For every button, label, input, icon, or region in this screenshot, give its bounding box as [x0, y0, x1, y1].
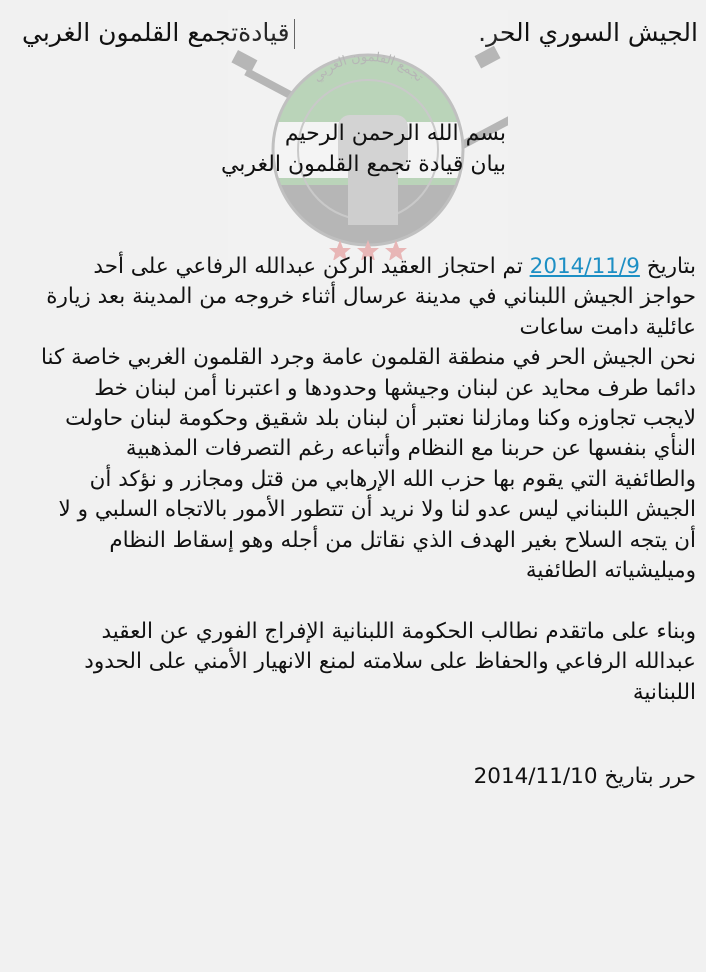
signature-label: حرر بتاريخ	[604, 764, 696, 789]
signature-date: 2014/11/10	[473, 764, 598, 789]
basmala: بسم الله الرحمن الرحيم	[284, 121, 506, 146]
emblem-arc-text: تجمع القلمون الغربي	[310, 49, 427, 86]
header-command-label: قيادةتجمع القلمون الغربي	[22, 18, 290, 47]
statement-body	[40, 252, 696, 708]
date-link[interactable]: 2014/11/9	[529, 254, 640, 279]
signature-line	[474, 762, 696, 792]
statement-title: بيان قيادة تجمع القلمون الغربي	[220, 152, 506, 177]
body-paragraphs: تم احتجاز العقيد الركن عبدالله الرفاعي على أحد حواجز الجيش اللبناني في مدينة عرسال أثناء خروجه من المدينة بعد زيارة عائلية دامت ساعات نحن الجيش الحر في منطقة القلمون عامة وجرد القلمون الغربي خاصة كنا دائما طرف محايد عن لبنان وجيشها وحدودها و اعتبرنا أمن لبنان خط لايجب تجاوزه وكنا ومازلنا نعتبر أن لبنان بلد شقيق وحكومة لبنان حاولت النأي بنفسها عن حربنا مع النظام وأتباعه رغم التصرفات المذهبية والطائفية التي يقوم بها حزب الله الإرهابي من قتل ومجازر و نؤكد أن الجيش اللبناني ليس عدو لنا ولا نريد أن تتطور الأمور بالاتجاه السلبي و لا أن يتجه السلاح بغير الهدف الذي نقاتل من أجله وهو إسقاط النظام وميليشياته الطائفية وبناء على ماتقدم نطالب الحكومة اللبنانية الإفراج الفوري عن العقيد عبدالله الرفاعي والحفاظ على سلامته لمنع الانهيار الأمني على الحدود اللبنانية	[41, 254, 696, 705]
body-prefix: بتاريخ	[639, 254, 696, 279]
preamble	[221, 118, 506, 180]
header-org-name: الجيش السوري الحر.	[478, 18, 698, 47]
